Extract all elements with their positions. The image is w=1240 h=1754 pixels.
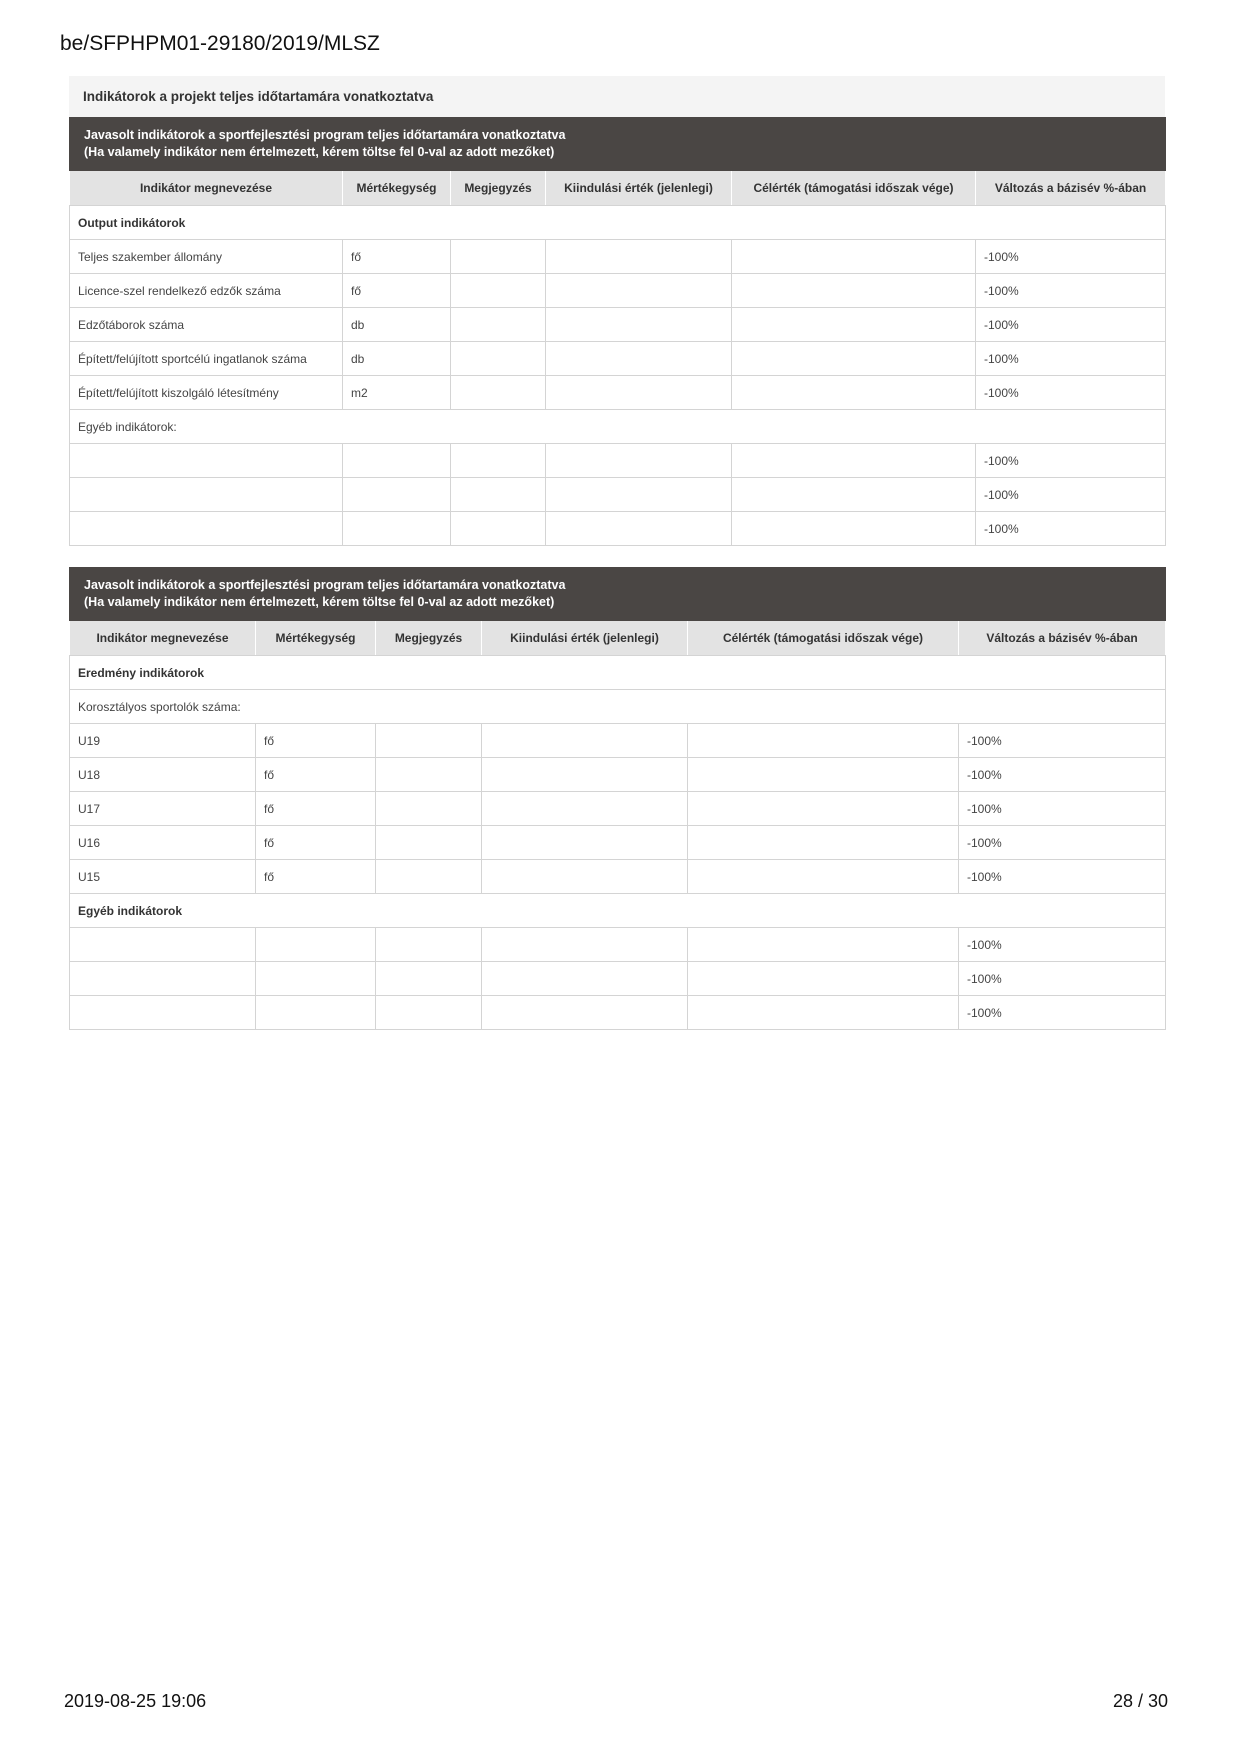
group-age-athletes: Korosztályos sportolók száma:	[70, 690, 1166, 724]
note-cell	[376, 724, 482, 758]
col-note: Megjegyzés	[376, 621, 482, 656]
change-cell: -100%	[959, 826, 1166, 860]
unit-cell	[343, 444, 451, 478]
col-note: Megjegyzés	[451, 171, 546, 206]
change-cell: -100%	[976, 478, 1166, 512]
group-other-indicators: Egyéb indikátorok	[70, 894, 1166, 928]
baseline-cell	[546, 376, 732, 410]
group-result-indicators: Eredmény indikátorok	[70, 656, 1166, 690]
indicator-name	[70, 928, 256, 962]
indicators-section	[69, 76, 1165, 546]
change-cell: -100%	[976, 342, 1166, 376]
note-cell	[451, 308, 546, 342]
table-row	[70, 274, 1166, 308]
change-cell: -100%	[976, 444, 1166, 478]
col-target: Célérték (támogatási időszak vége)	[688, 621, 959, 656]
change-cell: -100%	[959, 962, 1166, 996]
col-unit: Mértékegység	[343, 171, 451, 206]
indicator-name	[70, 996, 256, 1030]
group-other-indicators: Egyéb indikátorok:	[70, 410, 1166, 444]
table-header-row	[70, 621, 1166, 656]
table-banner	[70, 118, 1166, 171]
note-cell	[376, 996, 482, 1030]
change-cell: -100%	[959, 996, 1166, 1030]
note-cell	[451, 376, 546, 410]
table-row	[70, 724, 1166, 758]
footer-timestamp: 2019-08-25 19:06	[64, 1691, 207, 1711]
col-target: Célérték (támogatási időszak vége)	[732, 171, 976, 206]
group-output-indicators: Output indikátorok	[70, 206, 1166, 240]
change-cell: -100%	[976, 274, 1166, 308]
indicator-name: Épített/felújított kiszolgáló létesítmény	[70, 376, 343, 410]
note-cell	[451, 274, 546, 308]
target-cell	[688, 996, 959, 1030]
table-row	[70, 996, 1166, 1030]
target-cell	[688, 724, 959, 758]
indicator-name: Edzőtáborok száma	[70, 308, 343, 342]
col-indicator-name: Indikátor megnevezése	[70, 171, 343, 206]
banner-line-2: (Ha valamely indikátor nem értelmezett, kérem töltse fel 0-val az adott mezőket)	[84, 145, 555, 159]
col-change: Változás a bázisév %-ában	[976, 171, 1166, 206]
unit-cell: fő	[256, 826, 376, 860]
unit-cell: fő	[343, 274, 451, 308]
table-row	[70, 376, 1166, 410]
indicator-name: U16	[70, 826, 256, 860]
note-cell	[451, 444, 546, 478]
table-row	[70, 342, 1166, 376]
indicator-name: U15	[70, 860, 256, 894]
baseline-cell	[546, 512, 732, 546]
table-row	[70, 444, 1166, 478]
indicator-name: Teljes szakember állomány	[70, 240, 343, 274]
note-cell	[376, 962, 482, 996]
table-row	[70, 792, 1166, 826]
note-cell	[451, 240, 546, 274]
baseline-cell	[546, 478, 732, 512]
table-row	[70, 478, 1166, 512]
unit-cell: m2	[343, 376, 451, 410]
baseline-cell	[482, 758, 688, 792]
change-cell: -100%	[959, 928, 1166, 962]
banner-line-1: Javasolt indikátorok a sportfejlesztési program teljes időtartamára vonatkoztatva	[84, 128, 566, 142]
table-row	[70, 928, 1166, 962]
unit-cell	[343, 512, 451, 546]
target-cell	[732, 274, 976, 308]
note-cell	[451, 342, 546, 376]
target-cell	[732, 512, 976, 546]
indicator-name: Licence-szel rendelkező edzők száma	[70, 274, 343, 308]
unit-cell: fő	[256, 792, 376, 826]
document-id: be/SFPHPM01-29180/2019/MLSZ	[60, 32, 380, 55]
note-cell	[376, 860, 482, 894]
section-title: Indikátorok a projekt teljes időtartamára vonatkoztatva	[69, 76, 1165, 117]
footer-page-number: 28 / 30	[1112, 1691, 1168, 1711]
baseline-cell	[482, 792, 688, 826]
target-cell	[688, 758, 959, 792]
change-cell: -100%	[976, 240, 1166, 274]
baseline-cell	[482, 928, 688, 962]
baseline-cell	[482, 724, 688, 758]
change-cell: -100%	[959, 724, 1166, 758]
col-baseline: Kiindulási érték (jelenlegi)	[482, 621, 688, 656]
indicator-name: U18	[70, 758, 256, 792]
baseline-cell	[482, 962, 688, 996]
output-indicators-table	[69, 117, 1166, 546]
target-cell	[732, 240, 976, 274]
baseline-cell	[546, 308, 732, 342]
change-cell: -100%	[959, 860, 1166, 894]
change-cell: -100%	[976, 376, 1166, 410]
unit-cell	[256, 962, 376, 996]
change-cell: -100%	[976, 512, 1166, 546]
target-cell	[732, 342, 976, 376]
result-indicators-section	[69, 567, 1165, 1030]
target-cell	[688, 860, 959, 894]
indicator-name: U17	[70, 792, 256, 826]
table-row	[70, 512, 1166, 546]
col-baseline: Kiindulási érték (jelenlegi)	[546, 171, 732, 206]
target-cell	[688, 792, 959, 826]
banner-line-1: Javasolt indikátorok a sportfejlesztési program teljes időtartamára vonatkoztatva	[84, 578, 566, 592]
table-row	[70, 308, 1166, 342]
table-banner	[70, 568, 1166, 621]
target-cell	[688, 962, 959, 996]
col-unit: Mértékegység	[256, 621, 376, 656]
unit-cell: fő	[256, 724, 376, 758]
target-cell	[688, 928, 959, 962]
table-row	[70, 758, 1166, 792]
table-row	[70, 826, 1166, 860]
unit-cell: fő	[256, 860, 376, 894]
col-change: Változás a bázisév %-ában	[959, 621, 1166, 656]
note-cell	[376, 758, 482, 792]
baseline-cell	[482, 860, 688, 894]
table-row	[70, 240, 1166, 274]
note-cell	[376, 928, 482, 962]
indicator-name	[70, 512, 343, 546]
indicator-name	[70, 962, 256, 996]
target-cell	[732, 444, 976, 478]
baseline-cell	[546, 240, 732, 274]
unit-cell	[256, 928, 376, 962]
indicator-name	[70, 444, 343, 478]
unit-cell	[256, 996, 376, 1030]
unit-cell: db	[343, 308, 451, 342]
unit-cell: fő	[256, 758, 376, 792]
table-row	[70, 860, 1166, 894]
target-cell	[688, 826, 959, 860]
baseline-cell	[482, 826, 688, 860]
indicator-name	[70, 478, 343, 512]
baseline-cell	[546, 444, 732, 478]
result-indicators-table	[69, 567, 1166, 1030]
change-cell: -100%	[976, 308, 1166, 342]
unit-cell: db	[343, 342, 451, 376]
target-cell	[732, 478, 976, 512]
table-row	[70, 962, 1166, 996]
note-cell	[451, 478, 546, 512]
unit-cell: fő	[343, 240, 451, 274]
col-indicator-name: Indikátor megnevezése	[70, 621, 256, 656]
baseline-cell	[482, 996, 688, 1030]
indicator-name: Épített/felújított sportcélú ingatlanok száma	[70, 342, 343, 376]
target-cell	[732, 376, 976, 410]
note-cell	[451, 512, 546, 546]
change-cell: -100%	[959, 758, 1166, 792]
banner-line-2: (Ha valamely indikátor nem értelmezett, kérem töltse fel 0-val az adott mezőket)	[84, 595, 555, 609]
baseline-cell	[546, 342, 732, 376]
table-header-row	[70, 171, 1166, 206]
indicator-name: U19	[70, 724, 256, 758]
baseline-cell	[546, 274, 732, 308]
note-cell	[376, 826, 482, 860]
change-cell: -100%	[959, 792, 1166, 826]
target-cell	[732, 308, 976, 342]
note-cell	[376, 792, 482, 826]
unit-cell	[343, 478, 451, 512]
